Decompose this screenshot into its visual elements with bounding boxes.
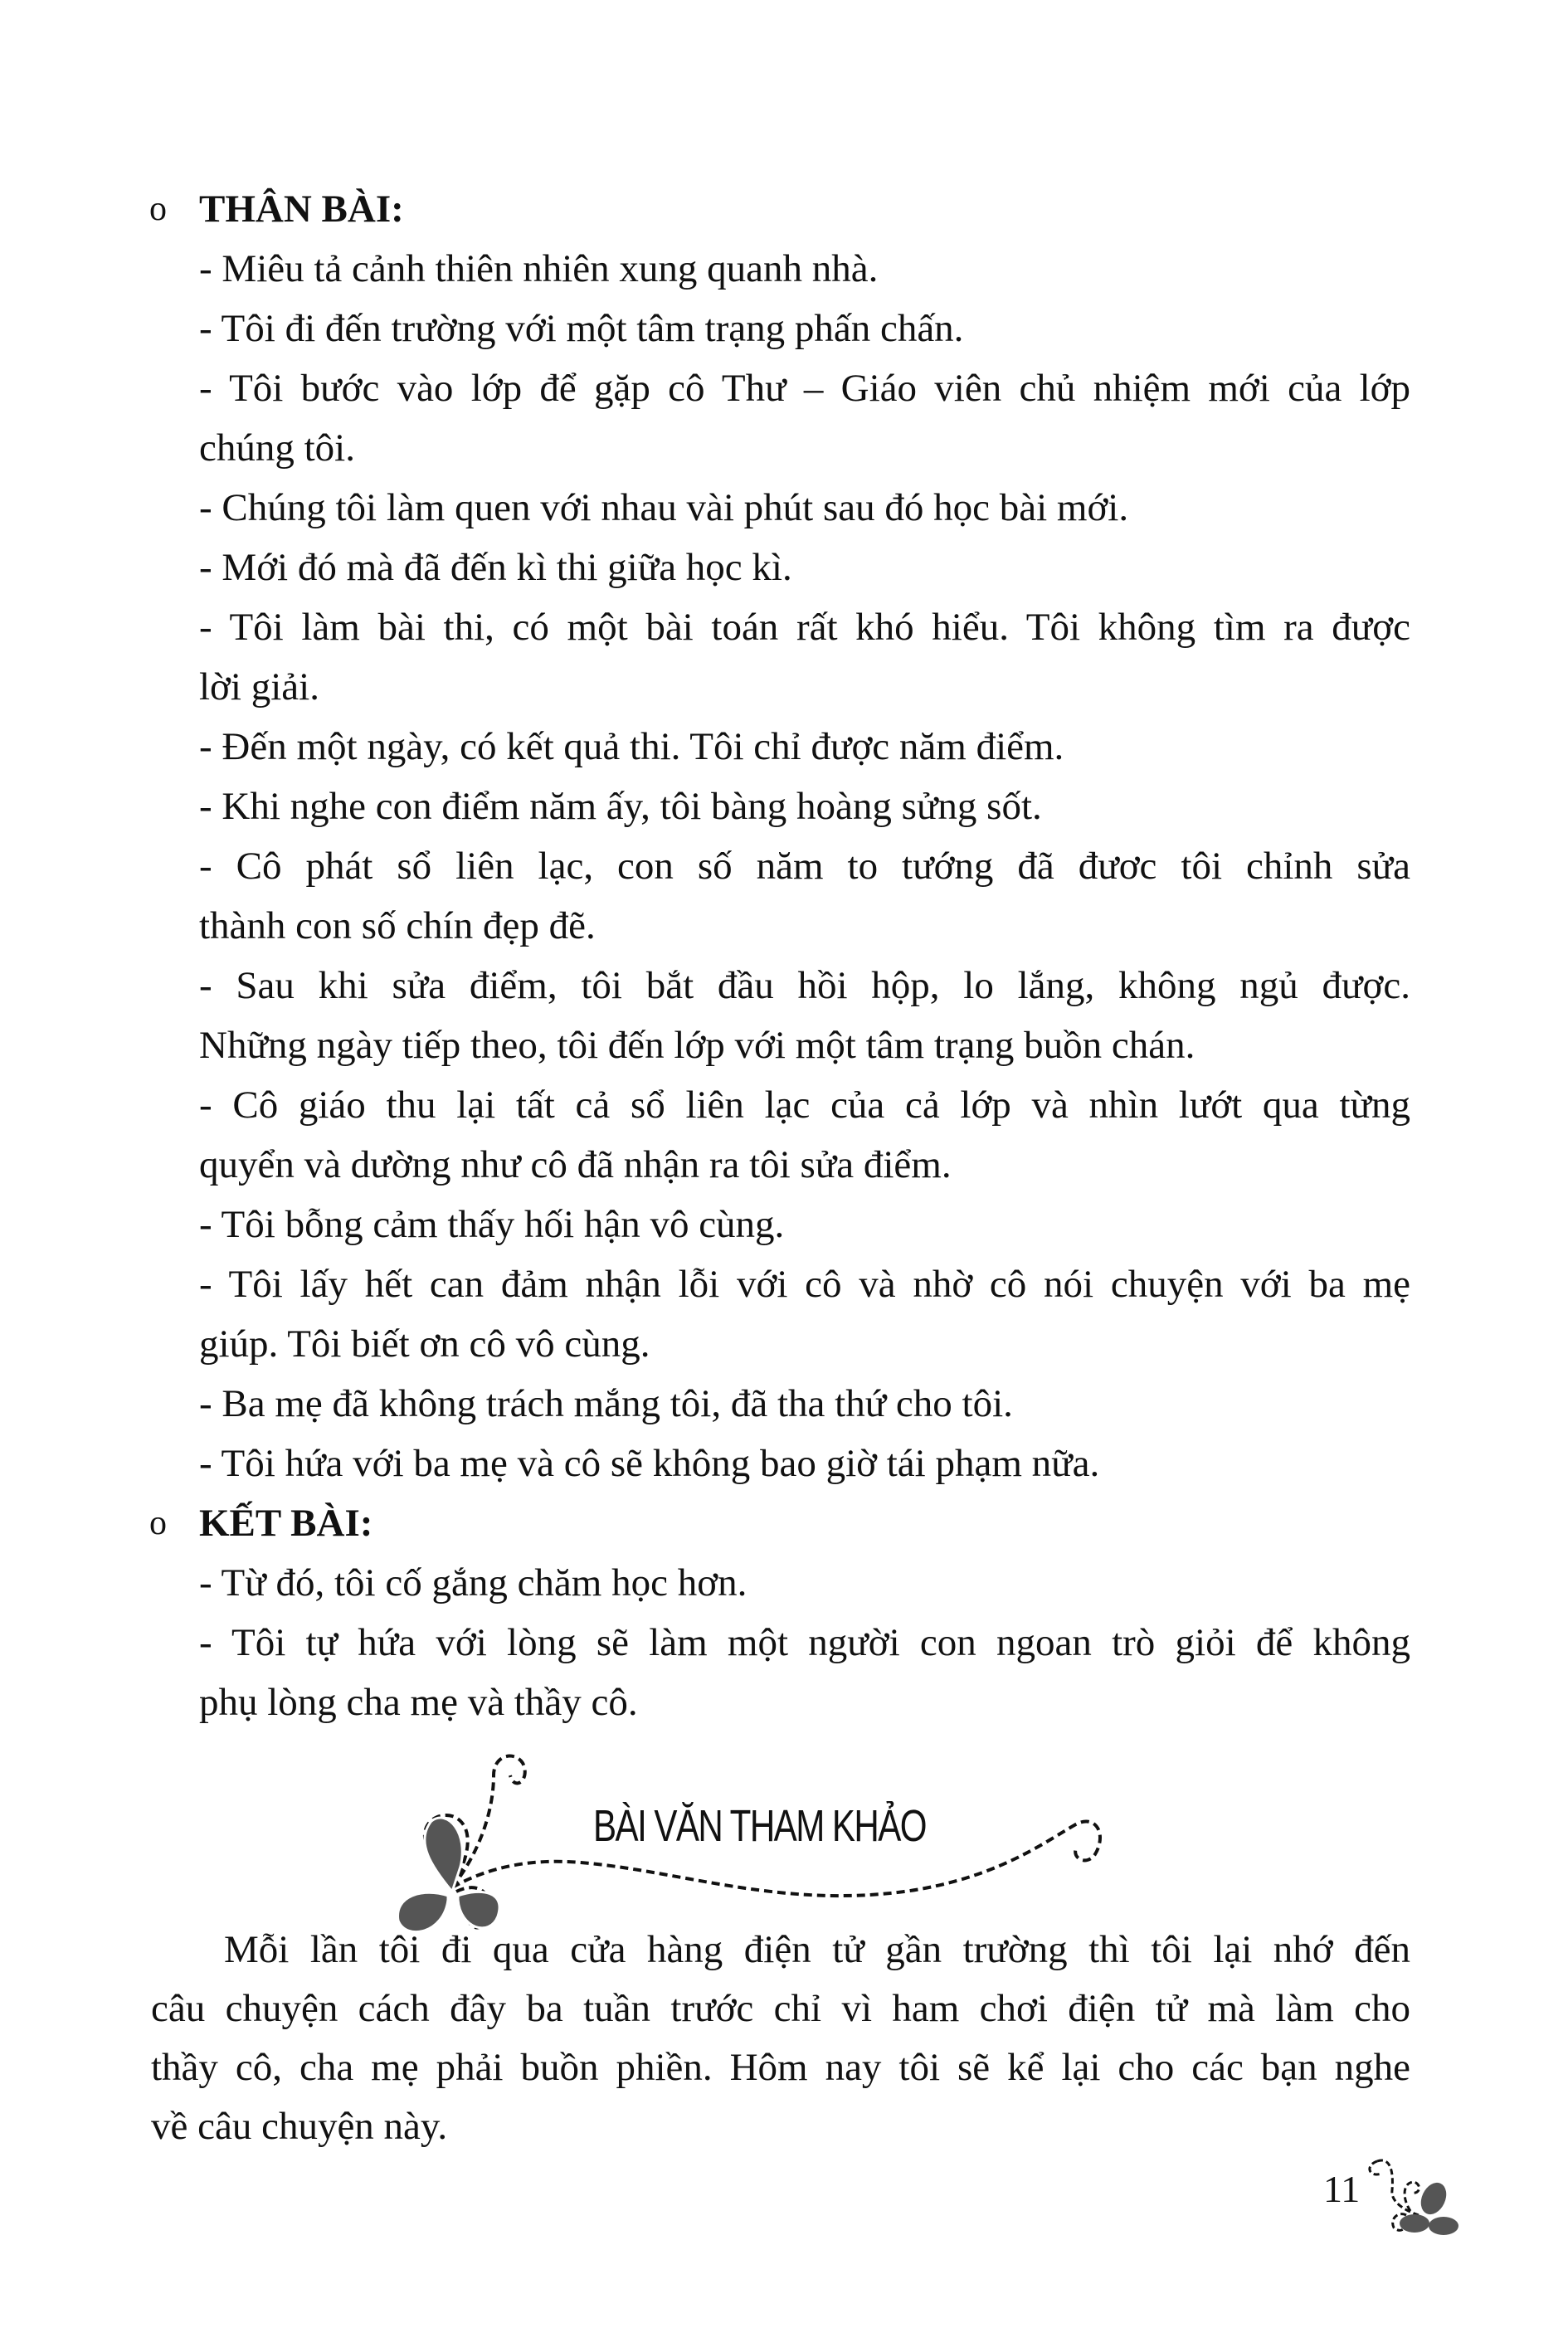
item-line: phụ lòng cha mẹ và thầy cô. <box>199 1681 638 1724</box>
paragraph-line: câu chuyện cách đây ba tuần trước chỉ vì ham chơi điện tử mà làm cho <box>151 1987 1410 2030</box>
list-item <box>149 1434 1410 1493</box>
item-line: - Miêu tả cảnh thiên nhiên xung quanh nhà. <box>199 247 879 290</box>
list-item <box>149 597 1410 717</box>
outline <box>149 179 1410 1732</box>
page-corner-flower-icon <box>1361 2145 1460 2236</box>
list-item <box>149 299 1410 358</box>
item-line: giúp. Tôi biết ơn cô vô cùng. <box>199 1322 650 1366</box>
list-item <box>149 1075 1410 1195</box>
bullet-icon: o <box>149 1504 167 1542</box>
list-item <box>149 777 1410 836</box>
item-line: - Khi nghe con điểm năm ấy, tôi bàng hoàng sửng sốt. <box>199 785 1042 828</box>
reference-essay-paragraph <box>151 1921 1410 2156</box>
item-line: - Tôi bước vào lớp để gặp cô Thư – Giáo viên chủ nhiệm mới của lớp <box>199 367 1410 410</box>
item-line: - Mới đó mà đã đến kì thi giữa học kì. <box>199 546 792 589</box>
item-line: - Tôi đi đến trường với một tâm trạng phấn chấn. <box>199 307 964 350</box>
item-line: Những ngày tiếp theo, tôi đến lớp với một tâm trạng buồn chán. <box>199 1024 1195 1067</box>
item-line: - Đến một ngày, có kết quả thi. Tôi chỉ được năm điểm. <box>199 725 1064 768</box>
list-item <box>149 1553 1410 1613</box>
section-title: THÂN BÀI: <box>199 187 404 231</box>
item-line: - Tôi làm bài thi, có một bài toán rất khó hiểu. Tôi không tìm ra được <box>199 606 1410 649</box>
paragraph-line: Mỗi lần tôi đi qua cửa hàng điện tử gần trường thì tôi lại nhớ đến <box>224 1928 1410 1971</box>
item-line: - Cô phát sổ liên lạc, con số năm to tướng đã đươc tôi chỉnh sửa <box>199 845 1410 888</box>
item-line: - Sau khi sửa điểm, tôi bắt đầu hồi hộp, lo lắng, không ngủ được. <box>199 964 1410 1007</box>
list-item <box>149 1254 1410 1374</box>
item-line: lời giải. <box>199 665 319 709</box>
list-item <box>149 717 1410 777</box>
item-line: thành con số chín đẹp đẽ. <box>199 904 596 947</box>
item-line: - Tôi tự hứa với lòng sẽ làm một người con ngoan trò giỏi để không <box>199 1621 1410 1664</box>
section-heading <box>149 179 1410 239</box>
list-item <box>149 239 1410 299</box>
item-line: - Cô giáo thu lại tất cả sổ liên lạc của cả lớp và nhìn lướt qua từng <box>199 1083 1410 1127</box>
item-line: - Từ đó, tôi cố gắng chăm học hơn. <box>199 1561 747 1605</box>
item-line: - Tôi bỗng cảm thấy hối hận vô cùng. <box>199 1203 785 1246</box>
item-line: quyển và dường như cô đã nhận ra tôi sửa điểm. <box>199 1143 952 1186</box>
paragraph-line: thầy cô, cha mẹ phải buồn phiền. Hôm nay tôi sẽ kể lại cho các bạn nghe <box>151 2046 1410 2089</box>
section-heading <box>149 1493 1410 1553</box>
list-item <box>149 956 1410 1075</box>
item-line: chúng tôi. <box>199 426 355 470</box>
list-item <box>149 1613 1410 1732</box>
item-line: - Tôi lấy hết can đảm nhận lỗi với cô và nhờ cô nói chuyện với ba mẹ <box>199 1263 1410 1306</box>
list-item <box>149 358 1410 478</box>
item-line: - Ba mẹ đã không trách mắng tôi, đã tha thứ cho tôi. <box>199 1382 1013 1425</box>
list-item <box>149 836 1410 956</box>
list-item <box>149 478 1410 538</box>
bullet-icon: o <box>149 190 167 228</box>
list-item <box>149 538 1410 597</box>
item-line: - Tôi hứa với ba mẹ và cô sẽ không bao giờ tái phạm nữa. <box>199 1442 1100 1485</box>
list-item <box>149 1374 1410 1434</box>
paragraph-line: về câu chuyện này. <box>151 2105 448 2148</box>
page-number: 11 <box>1323 2168 1361 2210</box>
section-title-bai-van-tham-khao: BÀI VĂN THAM KHẢO <box>593 1801 927 1851</box>
item-line: - Chúng tôi làm quen với nhau vài phút sau đó học bài mới. <box>199 486 1129 529</box>
section-title: KẾT BÀI: <box>199 1502 373 1545</box>
list-item <box>149 1195 1410 1254</box>
